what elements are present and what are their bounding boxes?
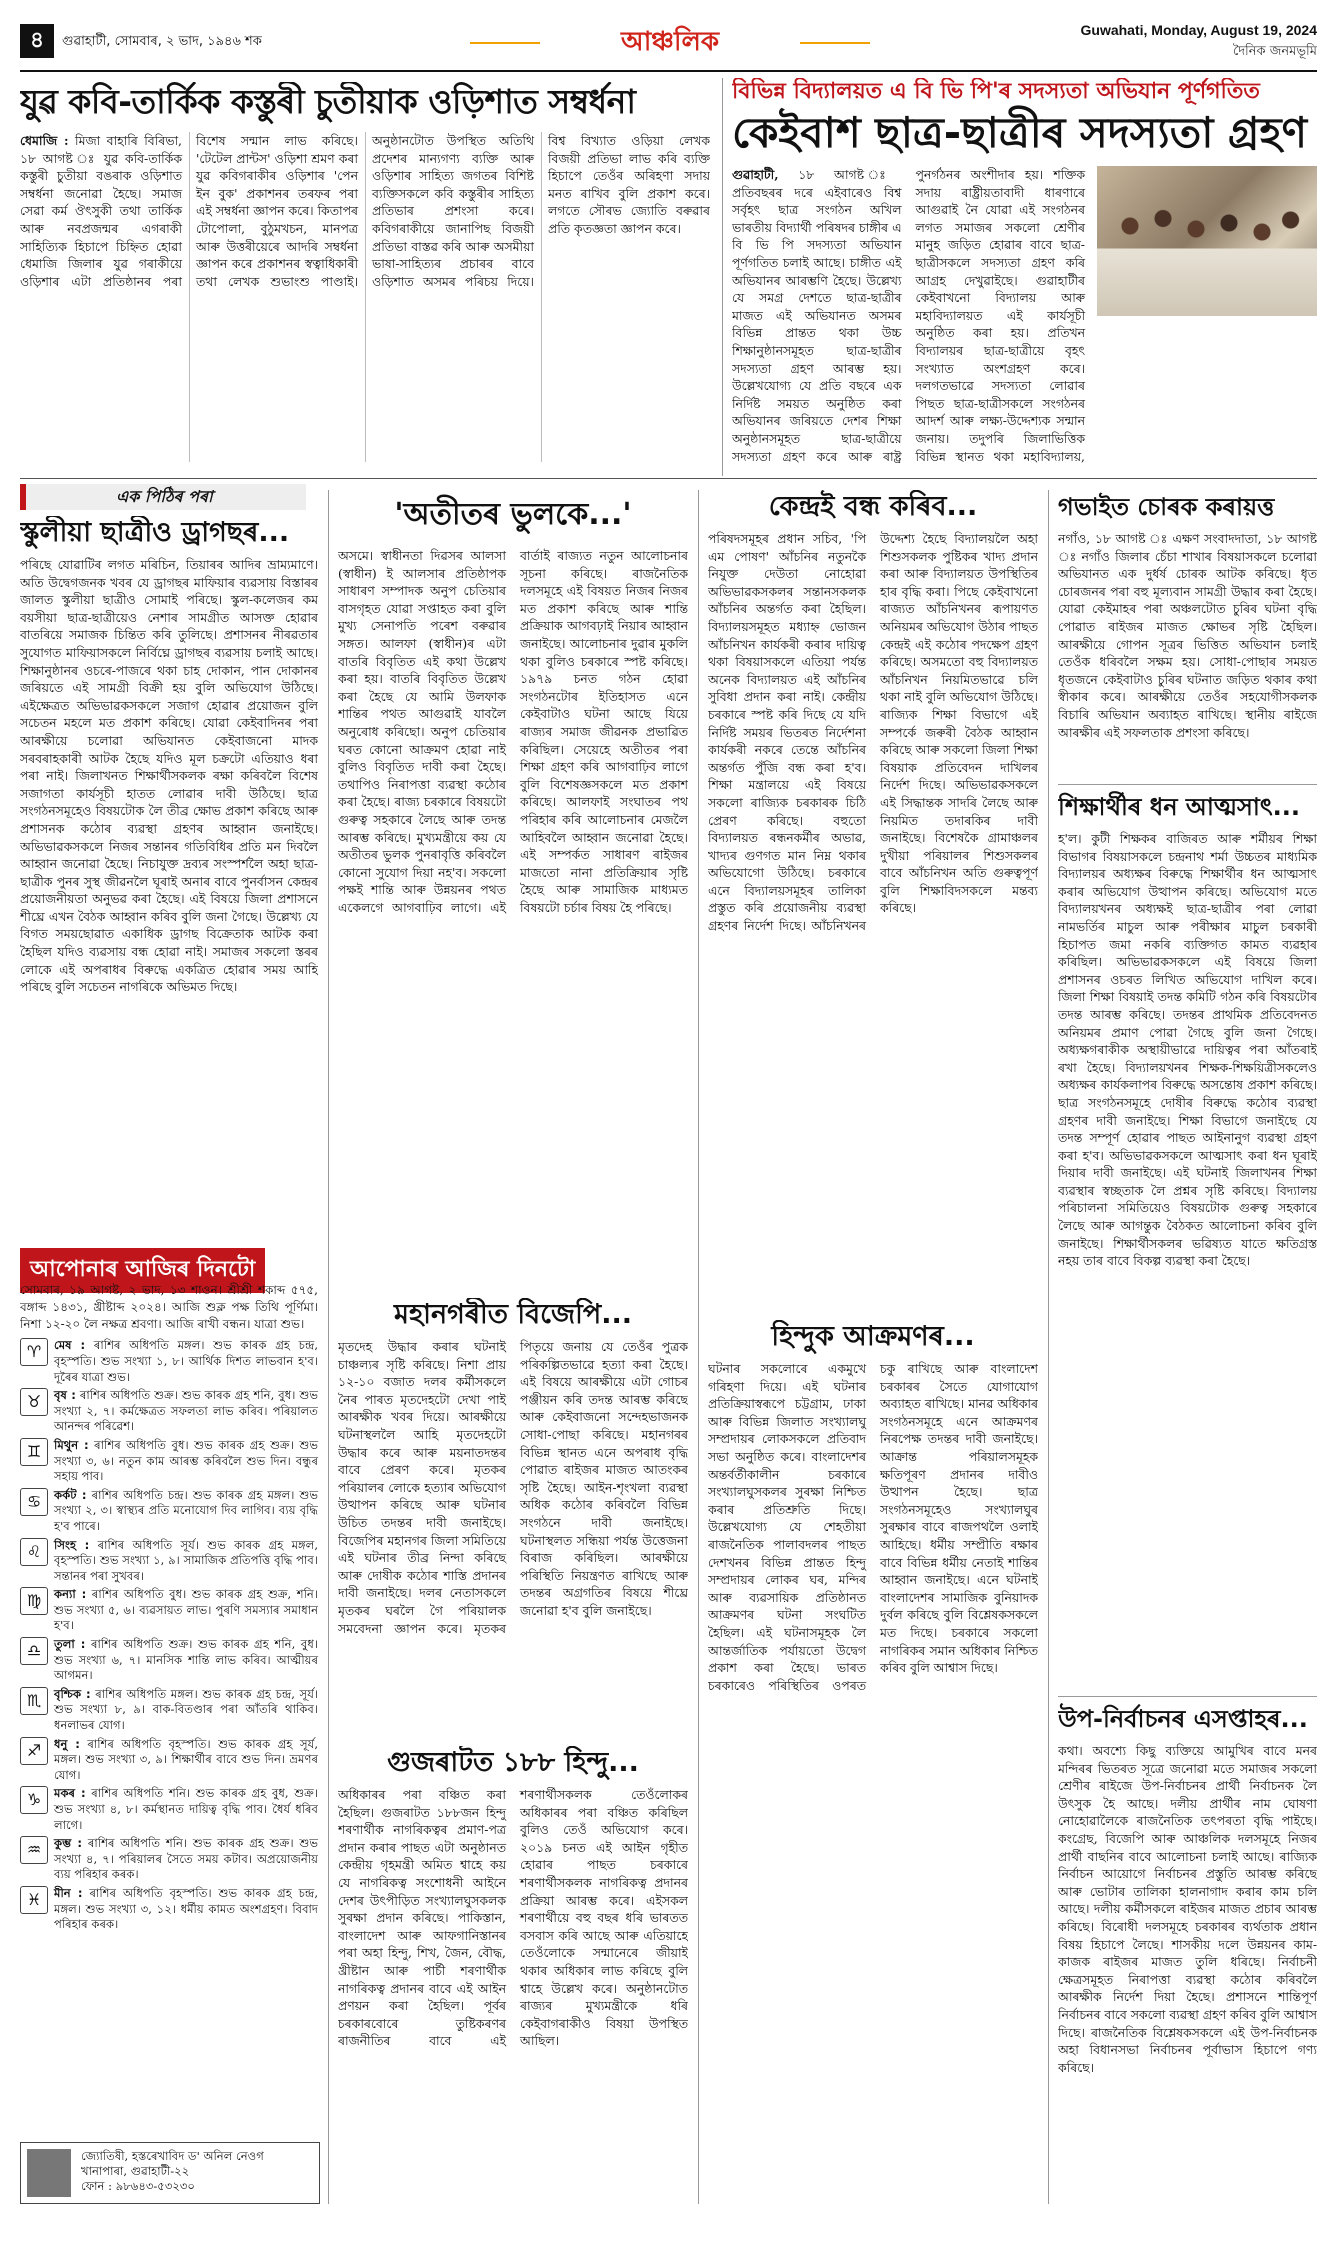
zodiac-name: কৰ্কট : [54, 1487, 87, 1502]
zodiac-text [54, 1587, 318, 1634]
drugs-story [20, 516, 318, 1236]
lead-headline: যুৱ কবি-তাৰ্কিক কস্তুৰী চুতীয়াক ওড়িশাত সম্বৰ্ধনা [20, 82, 636, 121]
astrologer-photo [27, 2149, 71, 2197]
astrologer-box [20, 2142, 320, 2204]
lead-text: মিজা বাহাৰি বিৰিভা, ১৮ আগষ্ট ঃ যুৱ কবি-তাৰ্কিক কস্তুৰী চুতীয়া বঙৰাক ওড়িশাত সম্বৰ্ধনা জনোৱা হৈছে। সমাজ সেৱা কৰ্ম ঔৎসুকী তথা তাৰ্কিক আৰু নবপ্ৰজন্মৰ এগৰাকী সাহিত্যিক হিচাপে চিহ্নিত হোৱা ধেমাজি জিলাৰ যুৱ গৰাকীয়ে ওড়িশাৰ এটা প্ৰতিষ্ঠানৰ পৰা বিশেষ সন্মান লাভ কৰিছে। 'টেটেল প্ৰান্টস' ওড়িশা শ্ৰমণ কৰা যুৱ কবিগৰাকীৰ ওড়িশাৰ 'পেন ইন বুক' প্ৰকাশনৰ তৰফৰ পৰা এই সম্বৰ্ধনা জ্ঞাপন কৰে। কিতাপৰ টোপোলা, বুঠুমখচন, মানপত্ৰ আৰু উত্তৰীয়েৰে আদৰি সম্বৰ্ধনা জ্ঞাপন কৰে প্ৰকাশনৰ স্বত্বাধিকাৰী তথা লেখক শুভাংশু পাণ্ডাই। অনুষ্ঠানটোত উপস্থিত অতিথি প্ৰদেশৰ মান্যগণ্য ব্যক্তি আৰু ওড়িশাৰ সাহিত্য জগতৰ বিশিষ্ট ব্যক্তিসকলে কবি কস্তুৰীৰ সাহিত্য প্ৰতিভাৰ প্ৰশংসা কৰে। কবিগৰাকীয়ে জানাপিছ বিজয়ী প্ৰতিভা বাস্তৱ কৰি আৰু অসমীয়া ভাষা-সাহিত্যৰ প্ৰচাৰৰ বাবে ওড়িশাত অসমৰ পৰিচয় দিয়ে। বিশ্ব বিখ্যাত ওড়িয়া লেখক বিজয়ী প্ৰতিভা লাভ কৰি ব্যক্তি হিচাপে তেওঁৰ অৰিহণা সদায় মনত ৰাখিব বুলি প্ৰকাশ কৰে। লগতে সৌৰভ জ্যোতি বৰুৱাৰ প্ৰতি কৃতজ্ঞতা জ্ঞাপন কৰে। [20, 133, 710, 289]
zodiac-name: মকৰ : [54, 1786, 86, 1801]
gujarat-body: অধিকাৰৰ পৰা বঞ্চিত কৰা হৈছিল। গুজৰাটত ১৮৮জন হিন্দু শৰণাৰ্থীক নাগৰিকত্বৰ প্ৰমাণ-পত্ৰ প্ৰদান কৰাৰ পাছত এটা অনুষ্ঠানত কেন্দ্ৰীয় গৃহমন্ত্ৰী অমিত শ্বাহে কয় যে নাগৰিকত্ব সংশোধনী আইনে দেশৰ উৎপীড়িত সংখ্যালঘুসকলক সুৰক্ষা প্ৰদান কৰিছে। পাকিস্তান, বাংলাদেশ আৰু আফগানিস্তানৰ পৰা অহা হিন্দু, শিখ, জৈন, বৌদ্ধ, খ্ৰীষ্টান আৰু পাৰ্চী শৰণাৰ্থীক নাগৰিকত্ব প্ৰদানৰ বাবে এই আইন প্ৰণয়ন কৰা হৈছিল। পূৰ্বৰ চৰকাৰবোৰে তুষ্টিকৰণৰ ৰাজনীতিৰ বাবে এই শৰণাৰ্থীসকলক তেওঁলোকৰ অধিকাৰৰ পৰা বঞ্চিত কৰিছিল বুলিও তেওঁ অভিযোগ কৰে। ২০১৯ চনত এই আইন গৃহীত হোৱাৰ পাছত চৰকাৰে শৰণাৰ্থীসকলক নাগৰিকত্ব প্ৰদানৰ প্ৰক্ৰিয়া আৰম্ভ কৰে। এইসকল শৰণাৰ্থীয়ে বহু বছৰ ধৰি ভাৰতত বসবাস কৰি আছে আৰু এতিয়াহে তেওঁলোকে সন্মানেৰে জীয়াই থকাৰ অধিকাৰ লাভ কৰিছে বুলি শ্বাহে উল্লেখ কৰে। অনুষ্ঠানটোত ৰাজ্যৰ মুখ্যমন্ত্ৰীকে ধৰি কেইবাগৰাকীও বিষয়া উপস্থিত আছিল। [338, 1787, 688, 2049]
divider [1048, 490, 1049, 2204]
zodiac-row [20, 1538, 318, 1585]
horoscope-title: আপোনাৰ আজিৰ দিনটো [20, 1248, 265, 1293]
zodiac-name: মেষ : [54, 1338, 86, 1353]
zodiac-text [54, 1886, 318, 1933]
zodiac-icon: ♑ [20, 1786, 48, 1814]
student-money-body: হ'ল। কুটী শিক্ষকৰ বাজিৰত আৰু শৰ্মীয়ৰ শিক্ষা বিভাগৰ বিষয়াসকলে চন্দ্ৰনাথ শৰ্মা উচ্চতৰ মাধ্যমিক বিদ্যালয়ৰ অধ্যক্ষৰ বিৰুদ্ধে শিক্ষাৰ্থীৰ ধন আত্মসাৎ কৰাৰ অভিযোগ উত্থাপন কৰিছে। অভিযোগ মতে বিদ্যালয়খনৰ অধ্যক্ষই ছাত্ৰ-ছাত্ৰীৰ পৰা লোৱা নামভৰ্তিৰ মাচুল আৰু পৰীক্ষাৰ মাচুল চৰকাৰী হিচাপত জমা নকৰি ব্যক্তিগত কামত ব্যৱহাৰ কৰিছিল। অভিভাৱকসকলে এই বিষয়ে জিলা প্ৰশাসনৰ ওচৰত লিখিত অভিযোগ দাখিল কৰে। জিলা শিক্ষা বিষয়াই তদন্ত কমিটি গঠন কৰি বিষয়টোৰ তদন্ত আৰম্ভ কৰিছে। তদন্তৰ প্ৰাথমিক প্ৰতিবেদনত অনিয়মৰ প্ৰমাণ পোৱা গৈছে বুলি জনা গৈছে। অধ্যক্ষগৰাকীক অস্থায়ীভাৱে দায়িত্বৰ পৰা আঁতৰাই ৰখা হৈছে। বিদ্যালয়খনৰ শিক্ষক-শিক্ষয়িত্ৰীসকলেও অধ্যক্ষৰ কাৰ্যকলাপৰ বিৰুদ্ধে অসন্তোষ প্ৰকাশ কৰিছে। ছাত্ৰ সংগঠনসমূহে দোষীৰ বিৰুদ্ধে কঠোৰ ব্যৱস্থা গ্ৰহণৰ দাবী জনাইছে। শিক্ষা বিভাগে জনাইছে যে তদন্ত সম্পূৰ্ণ হোৱাৰ পাছত আইনানুগ ব্যৱস্থা গ্ৰহণ কৰা হ'ব। অভিভাৱকসকলে আত্মসাৎ কৰা ধন ঘূৰাই দিয়াৰ দাবী জনাইছে। এই ঘটনাই জিলাখনৰ শিক্ষা ব্যৱস্থাৰ স্বচ্ছতাক লৈ প্ৰশ্নৰ সৃষ্টি কৰিছে। বিদ্যালয় পৰিচালনা সমিতিয়েও বিষয়টোক গুৰুত্ব সহকাৰে লৈছে আৰু আগন্তুক বৈঠকত আলোচনা কৰিব বুলি জনাইছে। শিক্ষাৰ্থীসকলৰ ভৱিষ্যত যাতে ক্ষতিগ্ৰস্ত নহয় তাৰ বাবে বিকল্প ব্যৱস্থা কৰা হৈছে। [1058, 831, 1317, 1269]
membership-text: ১৮ আগষ্ট ঃ প্ৰতিবছৰৰ দৰে এইবাৰেও বিশ্ব সৰ্বৃহৎ ছাত্ৰ সংগঠন অখিল ভাৰতীয় বিদ্যাৰ্থী পৰিষদৰ চাঙ্গীৰ এ বি ভি পি সদস্যতা অভিযান পূৰ্ণগতিত চলাই আছে। চাঙ্গীত এই অভিযানৰ আৰম্ভণি হৈছে। উল্লেখ্য যে সমগ্ৰ দেশতে ছাত্ৰ-ছাত্ৰীৰ মাজত এই অভিযানত অসমৰ বিভিন্ন প্ৰান্তত থকা উচ্চ শিক্ষানুষ্ঠানসমূহত ছাত্ৰ-ছাত্ৰীৰ সদস্যতা গ্ৰহণ আৰম্ভ হয়। উল্লেখযোগ্য যে প্ৰতি বছৰে এক নিৰ্দিষ্ট সময়ত অনুষ্ঠিত কৰা অভিযানৰ জৰিয়তে দেশৰ শিক্ষা অনুষ্ঠানসমূহত ছাত্ৰ-ছাত্ৰীয়ে সদস্যতা গ্ৰহণ কৰে আৰু ৰাষ্ট্ৰ পুনৰ্গঠনৰ অংশীদাৰ হয়। শক্তিক সদায় ৰাষ্ট্ৰীয়তাবাদী ধাৰণাৰে আগুৱাই নৈ যোৱা এই সংগঠনৰ লগত সমাজৰ সকলো শ্ৰেণীৰ মানুহ জড়িত হোৱাৰ বাবে ছাত্ৰ-ছাত্ৰীসকলে সদস্যতা গ্ৰহণ কৰি আগ্ৰহ দেখুৱাইছে। গুৱাহাটীৰ কেইবাখনো বিদ্যালয় আৰু মহাবিদ্যালয়ত এই কাৰ্যসূচী অনুষ্ঠিত কৰা হয়। প্ৰতিখন বিদ্যালয়ৰ ছাত্ৰ-ছাত্ৰীয়ে বৃহৎ সংখ্যাত অংশগ্ৰহণ কৰে। দলগতভাৱে সদস্যতা লোৱাৰ পিছত ছাত্ৰ-ছাত্ৰীসকলে সংগঠনৰ আদৰ্শ আৰু লক্ষ্য-উদ্দেশ্যক সন্মান জনায়। তদুপৰি জিলাভিত্তিক বিভিন্ন স্থানত থকা মহাবিদ্যালয়, [732, 167, 1085, 464]
zodiac-forecast: ৰাশিৰ অধিপতি বৃহস্পতি। শুভ কাৰক গ্ৰহ সূৰ্য, মঙ্গল। শুভ সংখ্যা ৩, ৯। শিক্ষাৰ্থীৰ বাবে শুভ দিন। ভ্ৰমণৰ যোগ। [54, 1736, 318, 1782]
zodiac-name: ধনু : [54, 1736, 80, 1751]
zodiac-icon: ♓ [20, 1886, 48, 1914]
zodiac-forecast: ৰাশিৰ অধিপতি মঙ্গল। শুভ কাৰক গ্ৰহ চন্দ্ৰ, সূৰ্য। শুভ সংখ্যা ৮, ৯। বাক-বিতণ্ডাৰ পৰা আঁতৰি থাকিব। ধনলাভৰ যোগ। [54, 1686, 319, 1733]
zodiac-row [20, 1737, 318, 1784]
horoscope-signs [20, 1338, 318, 1932]
zodiac-name: মিথুন : [54, 1437, 89, 1452]
zodiac-name: বৃশ্চিক : [54, 1686, 91, 1701]
nagaon-story [1058, 490, 1317, 780]
zodiac-name: কুম্ভ : [54, 1836, 83, 1851]
nagaon-body: নগাঁও, ১৮ আগষ্ট ঃ এক্ষণ সংবাদদাতা, ১৮ আগষ্ট ঃ নগাঁও জিলাৰ চেঁচা শাখাৰ বিষয়াসকলে চলোৱা অভিযানত এক দুৰ্ধৰ্ষ চোৰক আটক কৰিছে। ধৃত চোৰজনৰ পৰা বহু মূল্যবান সামগ্ৰী উদ্ধাৰ কৰা হৈছে। যোৱা কেইমাহৰ পৰা অঞ্চলটোত চুৰিৰ ঘটনা বৃদ্ধি পোৱাত ৰাইজৰ মাজত ক্ষোভৰ সৃষ্টি হৈছিল। আৰক্ষীয়ে গোপন সূত্ৰৰ ভিত্তিত অভিযান চলাই তেওঁক ধৰিবলৈ সক্ষম হয়। সোধা-পোছাৰ সময়ত ধৃতজনে কেইবাটাও চুৰিৰ ঘটনাত জড়িত থকাৰ কথা স্বীকাৰ কৰে। আৰক্ষীয়ে তেওঁৰ সহযোগীসকলক বিচাৰি অভিযান অব্যাহত ৰাখিছে। স্থানীয় ৰাইজে আৰক্ষীৰ এই সফলতাক প্ৰশংসা কৰিছে। [1058, 531, 1317, 740]
date-left: গুৱাহাটী, সোমবাৰ, ২ ভাদ, ১৯৪৬ শক [62, 34, 262, 49]
divider [698, 490, 699, 2204]
zodiac-row [20, 1438, 318, 1485]
zodiac-icon: ♌ [20, 1538, 48, 1566]
students-photo [1097, 166, 1317, 316]
masthead [20, 20, 1317, 72]
drugs-headline: স্কুলীয়া ছাত্ৰীও ড্ৰাগছৰ... [20, 517, 290, 548]
zodiac-forecast: ৰাশিৰ অধিপতি শুক্ৰ। শুভ কাৰক গ্ৰহ শনি, বুধ। শুভ সংখ্যা ২, ৭। কৰ্মক্ষেত্ৰত সফলতা লাভ কৰিব। পৰিয়ালত আনন্দৰ পৰিৱেশ। [54, 1388, 318, 1434]
zodiac-icon: ♐ [20, 1737, 48, 1765]
hindu-attack-story [708, 1320, 1038, 2204]
section-tag-label: এক পিঠিৰ পৰা [116, 487, 213, 506]
zodiac-forecast: ৰাশিৰ অধিপতি সূৰ্য। শুভ কাৰক গ্ৰহ মঙ্গল, বৃহস্পতি। শুভ সংখ্যা ১, ৯। সামাজিক প্ৰতিপত্তি বৃদ্ধি পাব। সন্তানৰ পৰা সুখবৰ। [54, 1537, 319, 1583]
zodiac-icon: ♈ [20, 1338, 48, 1366]
student-money-headline: শিক্ষাৰ্থীৰ ধন আত্মসাৎ... [1058, 793, 1300, 821]
membership-kicker: বিভিন্ন বিদ্যালয়ত এ বি ভি পি'ৰ সদস্যতা অভিযান পূৰ্ণগতিত [732, 79, 1260, 104]
hindu-attack-body: ঘটনাৰ সকলোৰে একমুখে গৰিহণা দিয়ে। এই ঘটনাৰ প্ৰতিক্ৰিয়াস্বৰূপে চট্টগ্ৰাম, ঢাকা আৰু বিভিন্ন জিলাত সংখ্যালঘু সম্প্ৰদায়ৰ লোকসকলে প্ৰতিবাদ সভা অনুষ্ঠিত কৰে। বাংলাদেশৰ অন্তৰ্বৰ্তীকালীন চৰকাৰে সংখ্যালঘুসকলৰ সুৰক্ষা নিশ্চিত কৰাৰ প্ৰতিশ্ৰুতি দিছে। উল্লেখযোগ্য যে শেহতীয়া ৰাজনৈতিক পালাবদলৰ পাছত দেশখনৰ বিভিন্ন প্ৰান্তত হিন্দু সম্প্ৰদায়ৰ লোকৰ ঘৰ, মন্দিৰ আৰু ব্যৱসায়িক প্ৰতিষ্ঠানত আক্ৰমণৰ ঘটনা সংঘটিত হৈছিল। এই ঘটনাসমূহক লৈ আন্তৰ্জাতিক পৰ্যায়তো উদ্বেগ প্ৰকাশ কৰা হৈছে। ভাৰত চৰকাৰেও পৰিস্থিতিৰ ওপৰত চকু ৰাখিছে আৰু বাংলাদেশ চৰকাৰৰ সৈতে যোগাযোগ অব্যাহত ৰাখিছে। মানৱ অধিকাৰ সংগঠনসমূহে এনে আক্ৰমণৰ নিৰপেক্ষ তদন্তৰ দাবী জনাইছে। আক্ৰান্ত পৰিয়ালসমূহক ক্ষতিপূৰণ প্ৰদানৰ দাবীও উত্থাপন হৈছে। ছাত্ৰ সংগঠনসমূহেও সংখ্যালঘুৰ সুৰক্ষাৰ বাবে ৰাজপথলৈ ওলাই আহিছে। ধৰ্মীয় সম্প্ৰীতি ৰক্ষাৰ বাবে বিভিন্ন ধৰ্মীয় নেতাই শান্তিৰ আহ্বান জনাইছে। এনে ঘটনাই বাংলাদেশৰ সামাজিক বুনিয়াদক দুৰ্বল কৰিছে বুলি বিশ্লেষকসকলে মত দিছে। চৰকাৰে সকলো নাগৰিকৰ সমান অধিকাৰ নিশ্চিত কৰিব বুলি আশ্বাস দিছে। [708, 1361, 1038, 1693]
section-logo: আঞ্চলিক [550, 22, 790, 64]
student-money-story [1058, 790, 1317, 1690]
divider [1058, 784, 1317, 785]
zodiac-row [20, 1637, 318, 1684]
zodiac-text [54, 1488, 318, 1535]
zodiac-forecast: ৰাশিৰ অধিপতি শুক্ৰ। শুভ কাৰক গ্ৰহ শনি, বুধ। শুভ সংখ্যা ৬, ৭। মানসিক শান্তি লাভ কৰিব। আত্মীয়ৰ আগমন। [54, 1637, 318, 1683]
zodiac-text [54, 1737, 318, 1784]
gujarat-headline: গুজৰাটত ১৮৮ হিন্দু... [387, 1747, 639, 1778]
lead-body [20, 132, 710, 462]
masthead-rule [20, 70, 1317, 72]
membership-headline: কেইবাশ ছাত্ৰ-ছাত্ৰীৰ সদস্যতা গ্ৰহণ [732, 108, 1307, 157]
zodiac-row [20, 1388, 318, 1435]
bjp-story [338, 1298, 688, 1738]
divider [328, 490, 329, 2204]
zodiac-forecast: ৰাশিৰ অধিপতি বৃহস্পতি। শুভ কাৰক গ্ৰহ চন্দ্ৰ, মঙ্গল। শুভ সংখ্যা ৩, ১২। ধৰ্মীয় কামত অংশগ্ৰহণ। বিবাদ পৰিহাৰ কৰক। [54, 1885, 318, 1932]
zodiac-row [20, 1587, 318, 1634]
zodiac-name: সিংহ : [54, 1537, 90, 1552]
zodiac-row [20, 1488, 318, 1535]
gujarat-story [338, 1746, 688, 2204]
zodiac-name: বৃষ : [54, 1388, 76, 1403]
zodiac-row [20, 1338, 318, 1385]
astrologer-place: খানাপাৰা, গুৱাহাটী-২২ [81, 2164, 190, 2178]
section-tag [20, 484, 306, 510]
byelection-story [1058, 1702, 1317, 2204]
zodiac-icon: ♉ [20, 1388, 48, 1416]
zodiac-icon: ♍ [20, 1587, 48, 1615]
zodiac-row [20, 1786, 318, 1833]
zodiac-text [54, 1538, 318, 1585]
zodiac-forecast: ৰাশিৰ অধিপতি মঙ্গল। শুভ কাৰক গ্ৰহ চন্দ্ৰ, বৃহস্পতি। শুভ সংখ্যা ১, ৮। আৰ্থিক দিশত লাভবান হ'ব। দূৰৈৰ যাত্ৰা শুভ। [54, 1338, 319, 1384]
lead-dateline: ধেমাজি : [20, 133, 69, 148]
centre-story [708, 490, 1038, 1310]
membership-body [732, 166, 1085, 466]
past-story [338, 490, 688, 1290]
zodiac-forecast: ৰাশিৰ অধিপতি শনি। শুভ কাৰক গ্ৰহ বুধ, শুক্ৰ। শুভ সংখ্যা ৪, ৮। কৰ্মস্থানত দায়িত্ব বৃদ্ধি পাব। ধৈৰ্য ধৰিব লাগে। [54, 1786, 319, 1832]
byelection-body: কথা। অবশ্যে কিছু ব্যক্তিয়ে আমুখিৰ বাবে মনৰ মন্দিৰৰ ভিতৰত সূত্ৰে জনোৱা মতে সমাজৰ সকলো শ্ৰেণীৰ ৰাইজে উপ-নিৰ্বাচনৰ প্ৰাৰ্থী নিৰ্বাচনক লৈ উৎসুক হৈ আছে। দলীয় প্ৰাৰ্থীৰ নাম ঘোষণা নোহোৱালৈকে ৰাজনৈতিক তৎপৰতা বৃদ্ধি পাইছে। কংগ্ৰেছ, বিজেপি আৰু আঞ্চলিক দলসমূহে নিজৰ প্ৰাৰ্থী বাছনিৰ বাবে আলোচনা চলাই আছে। ৰাজ্যিক নিৰ্বাচন আয়োগে নিৰ্বাচনৰ প্ৰস্তুতি আৰম্ভ কৰিছে আৰু ভোটাৰ তালিকা হালনাগাদ কৰাৰ কাম চলি আছে। দলীয় কৰ্মীসকলে ৰাইজৰ মাজত প্ৰচাৰ আৰম্ভ কৰিছে। বিৰোধী দলসমূহে চৰকাৰৰ ব্যৰ্থতাক প্ৰধান বিষয় হিচাপে লৈছে। শাসকীয় দলে উন্নয়নৰ কাম-কাজক ৰাইজৰ মাজত তুলি ধৰিছে। নিৰ্বাচনী ক্ষেত্ৰসমূহত নিৰাপত্তা ব্যৱস্থা কঠোৰ কৰিবলৈ আৰক্ষীক নিৰ্দেশ দিয়া হৈছে। প্ৰশাসনে শান্তিপূৰ্ণ নিৰ্বাচনৰ বাবে সকলো ব্যৱস্থা গ্ৰহণ কৰিব বুলি আশ্বাস দিছে। ৰাজনৈতিক বিশ্লেষকসকলে এই উপ-নিৰ্বাচনক অহা বিধানসভা নিৰ্বাচনৰ পূৰ্বাভাস হিচাপে গণ্য কৰিছে। [1058, 1743, 1317, 2075]
zodiac-icon: ♋ [20, 1488, 48, 1516]
zodiac-name: কন্যা : [54, 1587, 87, 1602]
section-rule [20, 478, 1317, 479]
membership-story [732, 78, 1317, 476]
zodiac-row [20, 1836, 318, 1883]
zodiac-name: মীন : [54, 1885, 83, 1900]
past-headline: 'অতীতৰ ভুলকে...' [394, 497, 632, 532]
hindu-attack-headline: হিন্দুক আক্ৰমণৰ... [771, 1321, 975, 1352]
nagaon-headline: গভাইত চোৰক কৰায়ত্ত [1058, 493, 1275, 521]
paper-name: দৈনিক জনমভূমি [1232, 44, 1317, 59]
lead-story [20, 82, 710, 474]
bjp-headline: মহানগৰীত বিজেপি... [394, 1299, 632, 1330]
zodiac-text [54, 1637, 318, 1684]
drugs-body: পৰিছে যোৱাটিৰ লগত মৰিচিন, তিয়াৰৰ আদিৰ ভ্ৰাম্যমাণে। অতি উদ্বেগজনক খবৰ যে ড্ৰাগছৰ মাফিয়াৰ ব্যৱসায় বিস্তাৰৰ জালত স্কুলীয়া ছাত্ৰীও সোমাই পৰিছে। স্কুল-কলেজৰ কম বয়সীয়া ছাত্ৰ-ছাত্ৰীয়েও নেশাৰ সামগ্ৰীত আসক্ত হোৱাৰ বাতৰিয়ে সমাজক চিন্তিত কৰি তুলিছে। প্ৰশাসনৰ নীৰৱতাৰ সুযোগত মাফিয়াসকলে নিৰ্বিঘ্নে ড্ৰাগছৰ ব্যৱসায় চলাই আছে। শিক্ষানুষ্ঠানৰ ওচৰে-পাজৰে থকা চাহ দোকান, পান দোকানৰ জৰিয়তে এই সামগ্ৰী বিক্ৰী হয় বুলি অভিযোগ উঠিছে। এইক্ষেত্ৰত অভিভাৱকসকলে সজাগ হোৱাৰ প্ৰয়োজন বুলি সচেতন মহলে মত প্ৰকাশ কৰিছে। যোৱা কেইবাদিনৰ পৰা আৰক্ষীয়ে চলোৱা অভিযানত কেইবাজনো মাদক সৰবৰাহকাৰী আটক হৈছে যদিও মূল চক্ৰটো এতিয়াও ধৰা পৰা নাই। জিলাখনত শিক্ষাৰ্থীসকলক ৰক্ষা কৰিবলৈ বিশেষ সজাগতা কাৰ্যসূচী হাতত লোৱাৰ দাবী উঠিছে। ছাত্ৰ সংগঠনসমূহেও বিষয়টোক লৈ তীব্ৰ ক্ষোভ প্ৰকাশ কৰিছে আৰু প্ৰশাসনক কঠোৰ ব্যৱস্থা গ্ৰহণৰ আহ্বান জনাইছে। অভিভাৱকসকলে নিজৰ সন্তানৰ গতিবিধিৰ প্ৰতি মন দিবলৈ আহ্বান জনোৱা হৈছে। নিচাযুক্ত দ্ৰব্যৰ সংস্পৰ্শলৈ অহা ছাত্ৰ-ছাত্ৰীক পুনৰ সুস্থ জীৱনলৈ ঘূৰাই অনাৰ বাবে পুনৰ্বাসন কেন্দ্ৰৰ প্ৰয়োজনীয়তা অনুভৱ কৰা হৈছে। এই বিষয়ে জিলা প্ৰশাসনে শীঘ্ৰে এখন বৈঠক আহ্বান কৰিব বুলি জনা গৈছে। উল্লেখ্য যে বিগত সময়ছোৱাত একাধিক ড্ৰাগছ বিক্ৰেতাক আটক কৰা হৈছিল যদিও ব্যৱসায় বন্ধ হোৱা নাই। সমাজৰ সকলো স্তৰৰ লোকে এই অপৰাধৰ বিৰুদ্ধে একত্ৰিত হোৱাৰ সময় আহি পৰিছে বুলি সচেতন নাগৰিকে অভিমত দিছে। [20, 557, 318, 995]
zodiac-forecast: ৰাশিৰ অধিপতি চন্দ্ৰ। শুভ কাৰক গ্ৰহ মঙ্গল। শুভ সংখ্যা ২, ৩। স্বাস্থ্যৰ প্ৰতি মনোযোগ দিব লাগিব। ব্যয় বৃদ্ধি হ'ব পাৰে। [54, 1487, 319, 1533]
centre-body: পৰিষদসমূহৰ প্ৰধান সচিব, 'পি এম পোষণ' আঁচনিৰ নতুনকৈ নিযুক্ত দেউতা নোহোৱা অভিভাৱকসকলৰ সন্তানসকলক আঁচনিৰ অন্তৰ্গত কৰা হৈছিল। বিদ্যালয়সমূহত মধ্যাহ্ন ভোজন আঁচনিখন কাৰ্যকৰী কৰাৰ দায়িত্ব থকা বিষয়াসকলে এতিয়া পৰ্যন্ত অনেক বিদ্যালয়ত এই আঁচনিৰ সুবিধা প্ৰদান কৰা নাই। কেন্দ্ৰীয় চৰকাৰে স্পষ্ট কৰি দিছে যে যদি নিৰ্দিষ্ট সময়ৰ ভিতৰত নিৰ্দেশনা কাৰ্যকৰী নকৰে তেন্তে আঁচনিৰ অন্তৰ্গত পুঁজি বন্ধ কৰা হ'ব। শিক্ষা মন্ত্ৰালয়ে এই বিষয়ে সকলো ৰাজ্যিক চৰকাৰক চিঠি প্ৰেৰণ কৰিছে। বহুতো বিদ্যালয়ত ৰন্ধনকৰ্মীৰ অভাৱ, খাদ্যৰ গুণগত মান নিম্ন থকাৰ অভিযোগো উঠিছে। চৰকাৰে এনে বিদ্যালয়সমূহৰ তালিকা প্ৰস্তুত কৰি প্ৰয়োজনীয় ব্যৱস্থা গ্ৰহণৰ নিৰ্দেশ দিছে। আঁচনিখনৰ উদ্দেশ্য হৈছে বিদ্যালয়লৈ অহা শিশুসকলক পুষ্টিকৰ খাদ্য প্ৰদান কৰা আৰু বিদ্যালয়ত উপস্থিতিৰ হাৰ বৃদ্ধি কৰা। পিছে কেইবাখনো ৰাজ্যত আঁচনিখনৰ ৰূপায়ণত অনিয়মৰ অভিযোগ উঠাৰ পাছত কেন্দ্ৰই এই কঠোৰ পদক্ষেপ গ্ৰহণ কৰিছে। অসমতো বহু বিদ্যালয়ত আঁচনিখন নিয়মিতভাৱে চলি থকা নাই বুলি অভিযোগ উঠিছে। ৰাজ্যিক শিক্ষা বিভাগে এই সম্পৰ্কে জৰুৰী বৈঠক আহ্বান কৰিছে আৰু সকলো জিলা শিক্ষা বিষয়াক প্ৰতিবেদন দাখিলৰ নিৰ্দেশ দিছে। অভিভাৱকসকলে এই সিদ্ধান্তক সাদৰি লৈছে আৰু নিয়মিত তদাৰকিৰ দাবী জনাইছে। বিশেষকৈ গ্ৰামাঞ্চলৰ দুখীয়া পৰিয়ালৰ শিশুসকলৰ বাবে আঁচনিখন অতি গুৰুত্বপূৰ্ণ বুলি শিক্ষাবিদসকলে মন্তব্য কৰিছে। [708, 531, 1038, 934]
zodiac-text [54, 1338, 318, 1385]
zodiac-icon: ♏ [20, 1687, 48, 1715]
zodiac-row [20, 1886, 318, 1933]
zodiac-forecast: ৰাশিৰ অধিপতি শনি। শুভ কাৰক গ্ৰহ শুক্ৰ। শুভ সংখ্যা ৪, ৭। পৰিয়ালৰ সৈতে সময় কটাব। অপ্ৰয়োজনীয় ব্যয় পৰিহাৰ কৰক। [54, 1836, 319, 1882]
divider [722, 78, 723, 476]
zodiac-forecast: ৰাশিৰ অধিপতি বুধ। শুভ কাৰক গ্ৰহ শুক্ৰ, শনি। শুভ সংখ্যা ৫, ৬। ব্যৱসায়ত লাভ। পুৰণি সমস্যাৰ সমাধান হ'ব। [54, 1587, 318, 1633]
zodiac-icon: ♒ [20, 1836, 48, 1864]
membership-dateline: গুৱাহাটী, [732, 167, 779, 182]
astrologer-name: জ্যোতিষী, হস্তৰেখাবিদ ড' অনিল নেওগ [81, 2149, 264, 2163]
horoscope-intro: সোমবাৰ, ১৯ আগষ্ট, ২ ভাদ, ১৩ শাওন। শ্ৰীশ্ৰী শকাব্দ ৫৭৫, বঙ্গাব্দ ১৪৩১, খ্ৰীষ্টাব্দ ২০২৪। আজি শুক্ল পক্ষ তিথি পূৰ্ণিমা। নিশা ১২-২০ লৈ নক্ষত্ৰ শ্ৰবণা। আজি ৰাখী বন্ধন। যাত্ৰা শুভ। [20, 1283, 318, 1331]
page-number: ৪ [20, 24, 54, 58]
centre-headline: কেন্দ্ৰই বন্ধ কৰিব... [768, 491, 978, 522]
zodiac-icon: ♊ [20, 1438, 48, 1466]
zodiac-row [20, 1687, 318, 1734]
astrologer-info [81, 2149, 264, 2194]
horoscope-box [20, 1248, 318, 2204]
zodiac-text [54, 1836, 318, 1883]
zodiac-text [54, 1687, 318, 1734]
zodiac-forecast: ৰাশিৰ অধিপতি বুধ। শুভ কাৰক গ্ৰহ শুক্ৰ। শুভ সংখ্যা ৩, ৬। নতুন কাম আৰম্ভ কৰিবলৈ শুভ দিন। বন্ধুৰ সহায় পাব। [54, 1437, 318, 1484]
zodiac-text [54, 1438, 318, 1485]
astrologer-phone: ফোন : ৯৮৬৪৩-৫৩২৩০ [81, 2179, 195, 2193]
zodiac-text [54, 1786, 318, 1833]
zodiac-text [54, 1388, 318, 1435]
past-body: অসমে। স্বাধীনতা দিৱসৰ আলসা (স্বাধীন) ই আলসাৰ প্ৰতিষ্ঠাপক সাধাৰণ সম্পাদক অনুপ চেতিয়াৰ বাসগৃহত যোৱা সপ্তাহত কৰা বুলি মুখ্য সেনাপতি পৰেশ বৰুৱাৰ সঙ্গত। আলফা (স্বাধীন)ৰ এটা বাতৰি বিবৃতিত এই কথা উল্লেখ কৰা হয়। বাতৰি বিবৃতিত উল্লেখ কৰা হৈছে যে আমি উলফাক শান্তিৰ পথত আগুৱাই যাবলৈ অনুৰোধ কৰিছো। অনুপ চেতিয়াৰ ঘৰত কোনো আক্ৰমণ হোৱা নাই বুলিও বিবৃতিত দাবী কৰা হৈছে। তথাপিও নিৰাপত্তা ব্যৱস্থা কঠোৰ কৰা হৈছে। ৰাজ্য চৰকাৰে বিষয়টো গুৰুত্ব সহকাৰে লৈছে আৰু তদন্ত আৰম্ভ কৰিছে। মুখ্যমন্ত্ৰীয়ে কয় যে অতীতৰ ভুলক পুনৰাবৃত্তি কৰিবলৈ কোনো সুযোগ দিয়া নহ'ব। সকলো পক্ষই শান্তি আৰু উন্নয়নৰ পথত একেলগে আগবাঢ়িব লাগে। এই বাৰ্তাই ৰাজ্যত নতুন আলোচনাৰ সূচনা কৰিছে। ৰাজনৈতিক দলসমূহে এই বিষয়ত নিজৰ নিজৰ মত প্ৰকাশ কৰিছে আৰু শান্তি প্ৰক্ৰিয়াক আগবঢ়াই নিয়াৰ আহ্বান জনাইছে। আলোচনাৰ দুৱাৰ মুকলি থকা বুলিও চৰকাৰে স্পষ্ট কৰিছে। ১৯৭৯ চনত গঠন হোৱা সংগঠনটোৰ ইতিহাসত এনে কেইবাটাও ঘটনা আছে যিয়ে ৰাজ্যৰ সমাজ জীৱনক প্ৰভাৱিত কৰিছিল। সেয়েহে অতীতৰ পৰা শিক্ষা গ্ৰহণ কৰি আগবাঢ়িব লাগে বুলি বিশেষজ্ঞসকলে মত প্ৰকাশ কৰিছে। আলফাই সংঘাতৰ পথ পৰিহাৰ কৰি আলোচনাৰ মেজলৈ আহিবলৈ আহ্বান জনোৱা হৈছে। এই সম্পৰ্কত সাধাৰণ ৰাইজৰ মাজতো নানা প্ৰতিক্ৰিয়াৰ সৃষ্টি হৈছে আৰু সামাজিক মাধ্যমত বিষয়টো চৰ্চাৰ বিষয় হৈ পৰিছে। [338, 548, 688, 915]
date-right: Guwahati, Monday, August 19, 2024 [1080, 22, 1317, 38]
byelection-headline: উপ-নিৰ্বাচনৰ এসপ্তাহৰ... [1058, 1705, 1308, 1733]
masthead-right [1081, 22, 1318, 63]
bjp-body: মৃতদেহ উদ্ধাৰ কৰাৰ ঘটনাই চাঞ্চল্যৰ সৃষ্টি কৰিছে। নিশা প্ৰায় ১২-১০ বজাত দলৰ কৰ্মীসকলে নৈৰ পাৰত মৃতদেহটো দেখা পাই আৰক্ষীক খবৰ দিয়ে। আৰক্ষীয়ে ঘটনাস্থললৈ আহি মৃতদেহটো উদ্ধাৰ কৰে আৰু ময়নাতদন্তৰ বাবে প্ৰেৰণ কৰে। মৃতকৰ পৰিয়ালৰ লোকে হত্যাৰ অভিযোগ উত্থাপন কৰিছে আৰু ঘটনাৰ উচিত তদন্তৰ দাবী জনাইছে। বিজেপিৰ মহানগৰ জিলা সমিতিয়ে এই ঘটনাৰ তীব্ৰ নিন্দা কৰিছে আৰু দোষীক কঠোৰ শাস্তি প্ৰদানৰ দাবী জনাইছে। দলৰ নেতাসকলে মৃতকৰ ঘৰলৈ গৈ পৰিয়ালক সমবেদনা জ্ঞাপন কৰে। মৃতকৰ পিতৃয়ে জনায় যে তেওঁৰ পুত্ৰক পৰিকল্পিতভাৱে হত্যা কৰা হৈছে। এই বিষয়ে আৰক্ষীয়ে এটা গোচৰ পঞ্জীয়ন কৰি তদন্ত আৰম্ভ কৰিছে আৰু কেইবাজনো সন্দেহভাজনক সোধা-পোছা কৰিছে। মহানগৰৰ বিভিন্ন স্থানত এনে অপৰাধ বৃদ্ধি পোৱাত ৰাইজৰ মাজত আতংকৰ সৃষ্টি হৈছে। আইন-শৃংখলা ব্যৱস্থা অধিক কঠোৰ কৰিবলৈ বিভিন্ন সংগঠনে দাবী জনাইছে। ঘটনাস্থলত সন্ধিয়া পৰ্যন্ত উত্তেজনা বিৰাজ কৰিছিল। আৰক্ষীয়ে পৰিস্থিতি নিয়ন্ত্ৰণত ৰাখিছে আৰু তদন্তৰ অগ্ৰগতিৰ বিষয়ে শীঘ্ৰে জনোৱা হ'ব বুলি জনাইছে। [338, 1339, 688, 1636]
zodiac-name: তুলা : [54, 1637, 86, 1652]
zodiac-icon: ♎ [20, 1637, 48, 1665]
divider [1058, 1696, 1317, 1697]
